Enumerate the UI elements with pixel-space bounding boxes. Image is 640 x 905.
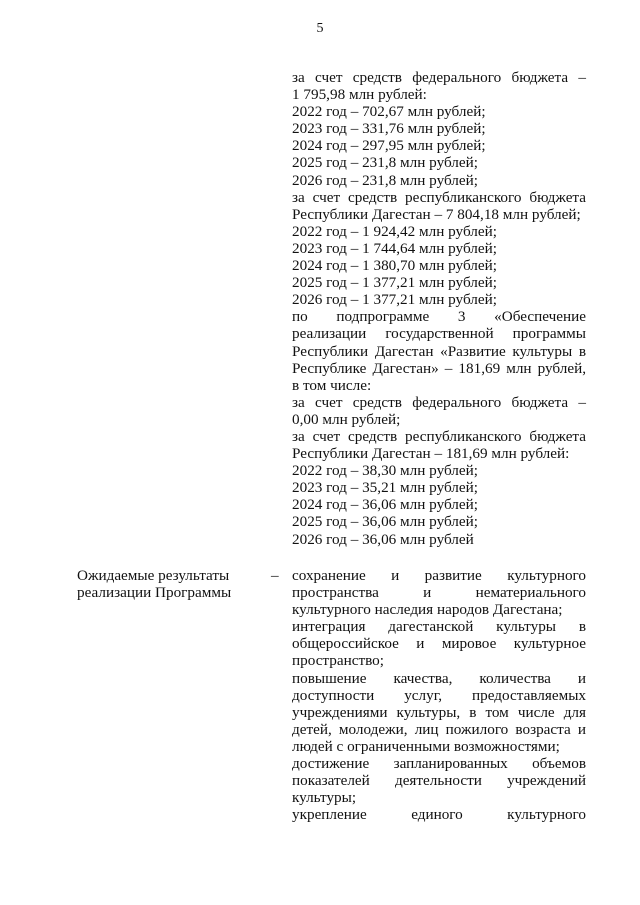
- text-line: 2025 год – 36,06 млн рублей;: [292, 513, 478, 531]
- text-line: 2022 год – 702,67 млн рублей;: [292, 103, 486, 121]
- text-line: учреждениями культуры, в том числе для: [292, 703, 586, 721]
- text-line: реализации государственной программы: [292, 325, 586, 343]
- text-line: 2023 год – 331,76 млн рублей;: [292, 120, 486, 138]
- text-line: 2022 год – 1 924,42 млн рублей;: [292, 222, 497, 240]
- text-line: повышение качества, количества и: [292, 669, 586, 687]
- text-line: 2026 год – 36,06 млн рублей: [292, 530, 474, 548]
- text-line: 0,00 млн рублей;: [292, 410, 401, 428]
- funding-text-block: [292, 69, 586, 548]
- text-line: пространства и нематериального: [292, 584, 586, 602]
- text-line: за счет средств федерального бюджета –: [292, 393, 586, 411]
- text-line: в том числе:: [292, 376, 372, 394]
- text-line: 1 795,98 млн рублей:: [292, 86, 427, 104]
- text-line: 2025 год – 231,8 млн рублей;: [292, 154, 478, 172]
- text-line: детей, молодежи, лиц пожилого возраста и: [292, 720, 586, 738]
- text-line: 2024 год – 36,06 млн рублей;: [292, 496, 478, 514]
- label-line: реализации Программы: [77, 584, 232, 602]
- text-line: 2023 год – 35,21 млн рублей;: [292, 479, 478, 497]
- text-line: Республики Дагестан – 7 804,18 млн рублей;: [292, 205, 581, 223]
- text-line: 2023 год – 1 744,64 млн рублей;: [292, 239, 497, 257]
- text-line: 2024 год – 297,95 млн рублей;: [292, 137, 486, 155]
- text-line: показателей деятельности учреждений: [292, 772, 586, 790]
- text-line: 2026 год – 231,8 млн рублей;: [292, 171, 478, 189]
- text-line: Республики Дагестан – 181,69 млн рублей:: [292, 445, 570, 463]
- text-line: за счет средств республиканского бюджета: [292, 427, 586, 445]
- text-line: Республике Дагестан» – 181,69 млн рублей,: [292, 359, 586, 377]
- text-line: общероссийское и мировое культурное: [292, 635, 586, 653]
- text-line: доступности услуг, предоставляемых: [292, 686, 586, 704]
- text-line: культуры;: [292, 789, 357, 807]
- text-line: 2026 год – 1 377,21 млн рублей;: [292, 291, 497, 309]
- text-line: сохранение и развитие культурного: [292, 567, 586, 584]
- page-number: 5: [316, 21, 324, 36]
- text-line: 2025 год – 1 377,21 млн рублей;: [292, 274, 497, 292]
- text-line: пространство;: [292, 652, 384, 670]
- expected-results-text-block: [292, 567, 586, 823]
- text-line: Республики Дагестан «Развитие культуры в: [292, 342, 586, 360]
- text-line: людей с ограниченными возможностями;: [292, 737, 560, 755]
- text-line: по подпрограмме 3 «Обеспечение: [292, 308, 586, 326]
- text-line: укрепление единого культурного: [292, 806, 586, 824]
- text-line: за счет средств республиканского бюджета: [292, 188, 586, 206]
- text-line: достижение запланированных объемов: [292, 755, 586, 773]
- text-line: культурного наследия народов Дагестана;: [292, 601, 563, 619]
- text-line: 2022 год – 38,30 млн рублей;: [292, 462, 478, 480]
- label-line: Ожидаемые результаты: [77, 567, 230, 584]
- row-dash: –: [271, 567, 279, 584]
- text-line: интеграция дагестанской культуры в: [292, 618, 586, 636]
- expected-results-label: [77, 567, 267, 601]
- text-line: за счет средств федерального бюджета –: [292, 69, 586, 86]
- text-line: 2024 год – 1 380,70 млн рублей;: [292, 257, 497, 275]
